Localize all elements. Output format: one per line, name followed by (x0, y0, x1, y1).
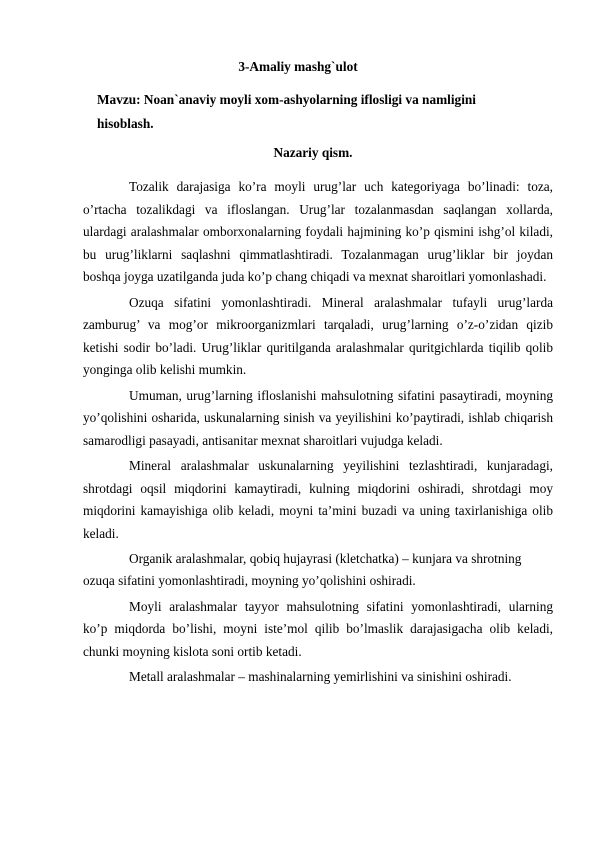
paragraph: Organik aralashmalar, qobiq hujayrasi (kletchatka) – kunjara va shrotning ozuqa sifatini yomonlashtiradi, moyning yo’qolishini oshiradi. (83, 550, 522, 589)
document-topic: Mavzu: Noan`anaviy moyli xom-ashyolarning iflosligi va namligini hisoblash. (97, 92, 476, 131)
paragraph: Mineral aralashmalar uskunalarning yeyilishini tezlashtiradi, kunjaradagi, shrotdagi oqsil miqdorini kamaytiradi, kulning miqdorini oshiradi, shrotdagi moy miqdorini kamayishiga olib keladi, moyni ta’mini buzadi va uning taxirlanishiga olib keladi. (83, 457, 553, 541)
section-title: Nazariy qism. (273, 145, 353, 160)
document-title: 3-Amaliy mashg`ulot (238, 59, 358, 74)
paragraph: Moyli aralashmalar tayyor mahsulotning sifatini yomonlashtiradi, ularning ko’p miqdorda bo’lishi, moyni iste’mol qilib bo’lmaslik darajasigacha olib keladi, chunki moyning kislota soni ortib ketadi. (83, 598, 553, 659)
paragraph: Tozalik darajasiga ko’ra moyli urug’lar uch kategoriyaga bo’linadi: toza, o’rtacha tozalikdagi va ifloslangan. Urug’lar tozalanmasdan saqlangan xollarda, ulardagi aralashmalar omborxonalarning foydali hajmining ko’p qismini ishg’ol kiladi, bu urug’liklarni saqlashni qimmatlashtiradi. Tozalanmagan urug’liklar bir joydan boshqa joyga uzatilganda juda ko’p chang chiqadi va mexnat sharoitlari yomonlashadi. (83, 179, 553, 285)
document-body (83, 176, 553, 691)
paragraph: Metall aralashmalar – mashinalarning yemirlishini va sinishini oshiradi. (129, 669, 512, 685)
paragraph: Umuman, urug’larning ifloslanishi mahsulotning sifatini pasaytiradi, moyning yo’qolishini osharida, uskunalarning sinish va yeyilishini ko’paytiradi, ishlab chiqarish samarodligi pasayadi, antisanitar mexnat sharoitlari vujudga keladi. (83, 387, 553, 448)
paragraph: Ozuqa sifatini yomonlashtiradi. Mineral aralashmalar tufayli urug’larda zamburug’ va mog’or mikroorganizmlari tarqaladi, urug’larning o’z-o’zidan qizib ketishi sodir bo’ladi. Urug’liklar quritilganda aralashmalar quritgichlarda tiqilib qolib yonginga olib kelishi mumkin. (83, 294, 553, 378)
